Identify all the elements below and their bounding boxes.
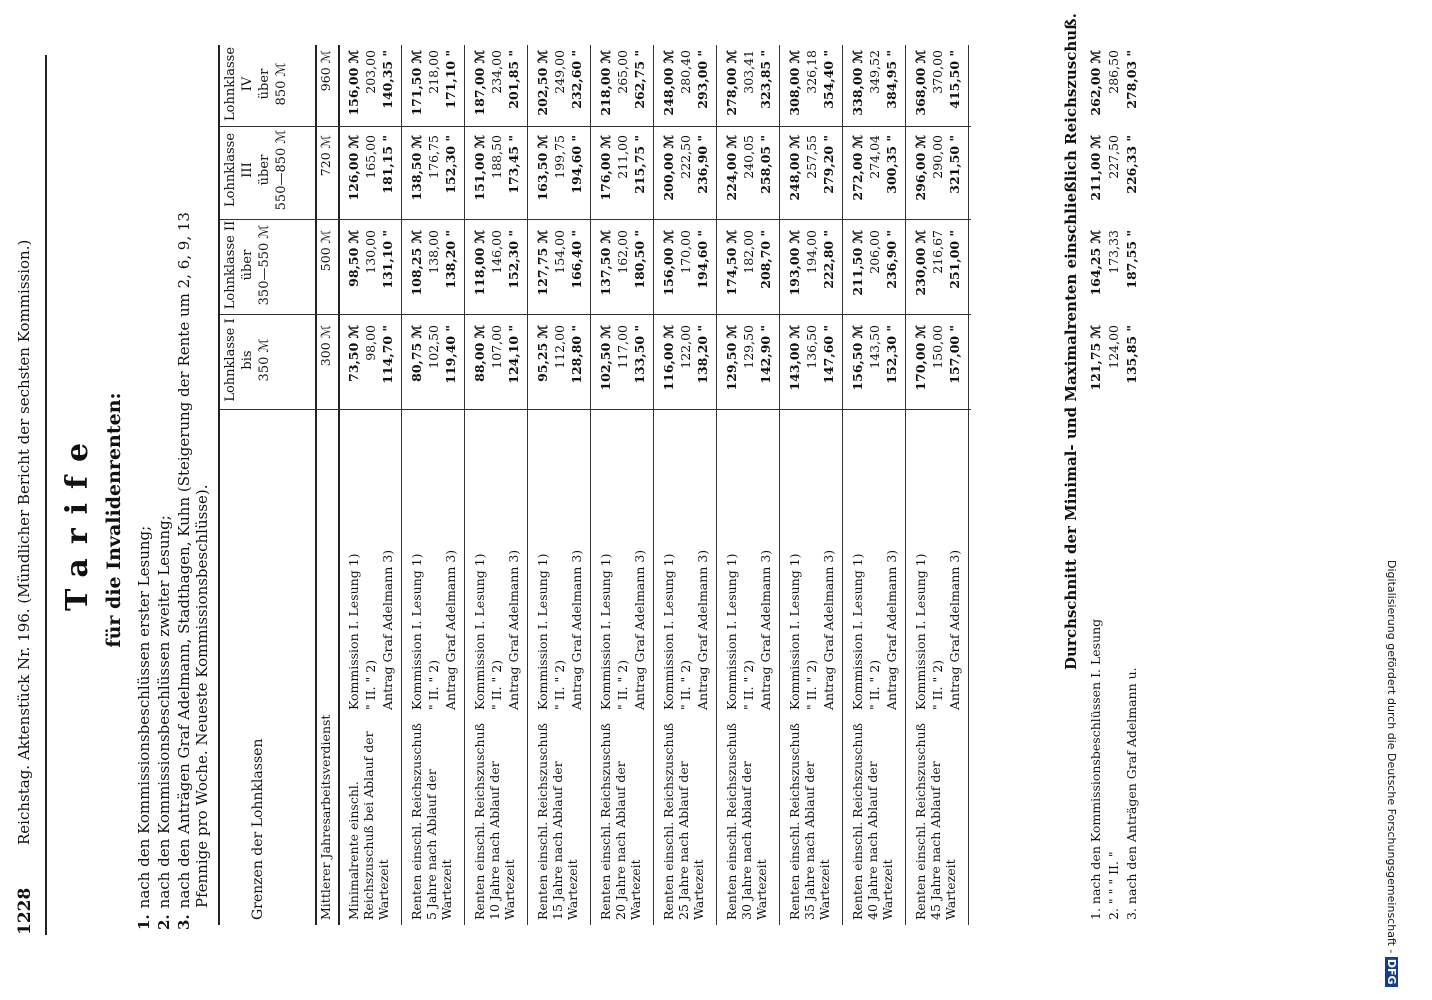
row-divider	[527, 45, 528, 925]
value-cell: 154,00	[552, 230, 567, 274]
value-cell: 222,80 "	[821, 230, 836, 289]
mittel-value: 720 ℳ	[318, 135, 333, 177]
value-cell: 251,00 "	[947, 230, 962, 289]
value-cell: 257,55	[804, 135, 819, 179]
value-cell: 152,30 "	[884, 325, 899, 384]
row-divider	[464, 45, 465, 925]
value-cell: 143,00 ℳ	[787, 325, 802, 391]
row-label: Renten einschl. Reichszuschuß 20 Jahre nach Ablauf der Wartezeit	[598, 723, 643, 920]
durchschnitt-block	[1088, 45, 1148, 925]
value-cell: 162,00	[615, 230, 630, 274]
durchschnitt-cell: 135,85 "	[1124, 325, 1139, 384]
durchschnitt-cell: 211,00 ℳ	[1088, 135, 1103, 201]
value-cell: 73,50 ℳ	[346, 325, 361, 382]
value-cell: 146,00	[489, 230, 504, 274]
value-cell: 326,18	[804, 50, 819, 94]
lohnklasse-header: Lohnklasse III über 550—850 ℳ	[223, 129, 289, 211]
value-cell: 216,67	[930, 230, 945, 274]
value-cell: 138,20 "	[695, 325, 710, 384]
value-cell: 133,50 "	[632, 325, 647, 384]
value-cell: 206,00	[867, 230, 882, 274]
value-cell: 98,00	[363, 325, 378, 361]
durchschnitt-title: Durchschnitt der Minimal- und Maximalrenten einschließlich Reichszuschuß.	[1062, 13, 1080, 670]
lohnklasse-header: Lohnklasse II über 350—550 ℳ	[223, 220, 272, 310]
value-cell: 274,04	[867, 135, 882, 179]
value-cell: 193,00 ℳ	[787, 230, 802, 296]
value-cell: 215,75 "	[632, 135, 647, 194]
variant-label: Kommission I. Lesung 1)	[787, 553, 802, 710]
value-cell: 296,00 ℳ	[913, 135, 928, 201]
variant-label: Kommission I. Lesung 1)	[598, 553, 613, 710]
value-cell: 218,00 ℳ	[598, 50, 613, 116]
variant-label: " II. " 2)	[804, 659, 819, 710]
mittel-value: 500 ℳ	[318, 230, 333, 272]
value-cell: 126,00 ℳ	[346, 135, 361, 201]
variant-item: 1.nach den Kommissionsbeschlüssen erster Lesung;	[135, 525, 153, 930]
value-cell: 117,00	[615, 325, 630, 369]
value-cell: 163,50 ℳ	[535, 135, 550, 201]
value-cell: 119,40 "	[443, 325, 458, 384]
value-cell: 200,00 ℳ	[661, 135, 676, 201]
column-divider	[313, 314, 971, 315]
value-cell: 323,85 "	[758, 50, 773, 109]
value-cell: 293,00 "	[695, 50, 710, 109]
mittel-value: 300 ℳ	[318, 325, 333, 367]
value-cell: 95,25 ℳ	[535, 325, 550, 382]
variant-label: " II. " 2)	[615, 659, 630, 710]
value-cell: 102,50 ℳ	[598, 325, 613, 391]
value-cell: 176,00 ℳ	[598, 135, 613, 201]
value-cell: 234,00	[489, 50, 504, 94]
row-label: Minimalrente einschl. Reichszuschuß bei Ablauf der Wartezeit	[346, 731, 391, 920]
variant-label: " II. " 2)	[867, 659, 882, 710]
value-cell: 321,50 "	[947, 135, 962, 194]
value-cell: 194,60 "	[695, 230, 710, 289]
row-divider	[779, 45, 780, 925]
value-cell: 230,00 ℳ	[913, 230, 928, 296]
value-cell: 157,00 "	[947, 325, 962, 384]
variant-label: " II. " 2)	[363, 659, 378, 710]
value-cell: 142,90 "	[758, 325, 773, 384]
lohnklasse-header: Lohnklasse IV über 850 ℳ	[223, 46, 289, 122]
variant-label: " II. " 2)	[930, 659, 945, 710]
value-cell: 112,00	[552, 325, 567, 369]
value-cell: 290,00	[930, 135, 945, 179]
value-cell: 88,00 ℳ	[472, 325, 487, 382]
value-cell: 201,85 "	[506, 50, 521, 109]
row-label: Renten einschl. Reichszuschuß 25 Jahre nach Ablauf der Wartezeit	[661, 723, 706, 920]
value-cell: 258,05 "	[758, 135, 773, 194]
value-cell: 171,10 "	[443, 50, 458, 109]
value-cell: 129,50	[741, 325, 756, 369]
value-cell: 181,15 "	[380, 135, 395, 194]
row-label: Renten einschl. Reichszuschuß 30 Jahre nach Ablauf der Wartezeit	[724, 723, 769, 920]
value-cell: 173,45 "	[506, 135, 521, 194]
value-cell: 130,00	[363, 230, 378, 274]
value-cell: 211,50 ℳ	[850, 230, 865, 296]
value-cell: 415,50 "	[947, 50, 962, 109]
durchschnitt-cell: 187,55 "	[1124, 230, 1139, 289]
value-cell: 166,40 "	[569, 230, 584, 289]
durchschnitt-cell: 278,03 "	[1124, 50, 1139, 109]
value-cell: 278,00 ℳ	[724, 50, 739, 116]
value-cell: 248,00 ℳ	[787, 135, 802, 201]
value-cell: 211,00	[615, 135, 630, 179]
value-cell: 272,00 ℳ	[850, 135, 865, 201]
durchschnitt-cell: 121,75 ℳ	[1088, 325, 1103, 391]
value-cell: 384,95 "	[884, 50, 899, 109]
row-label: Renten einschl. Reichszuschuß 15 Jahre nach Ablauf der Wartezeit	[535, 723, 580, 920]
value-cell: 203,00	[363, 50, 378, 94]
value-cell: 147,60 "	[821, 325, 836, 384]
page-number: 1228	[15, 887, 35, 935]
value-cell: 182,00	[741, 230, 756, 274]
value-cell: 140,35 "	[380, 50, 395, 109]
variant-label: " II. " 2)	[741, 659, 756, 710]
variant-label: Antrag Graf Adelmann 3)	[695, 549, 710, 710]
variant-label: Antrag Graf Adelmann 3)	[632, 549, 647, 710]
row-label: Renten einschl. Reichszuschuß 45 Jahre nach Ablauf der Wartezeit	[913, 723, 958, 920]
variant-label: " II. " 2)	[489, 659, 504, 710]
value-cell: 303,41	[741, 50, 756, 94]
variant-label: Antrag Graf Adelmann 3)	[947, 549, 962, 710]
variant-label: Antrag Graf Adelmann 3)	[821, 549, 836, 710]
durchschnitt-cell: 164,25 ℳ	[1088, 230, 1103, 296]
value-cell: 218,00	[426, 50, 441, 94]
value-cell: 131,10 "	[380, 230, 395, 289]
column-divider	[313, 409, 971, 410]
value-cell: 156,50 ℳ	[850, 325, 865, 391]
value-cell: 370,00	[930, 50, 945, 94]
value-cell: 124,10 "	[506, 325, 521, 384]
durchschnitt-variant: 1. nach den Kommissionsbeschlüssen I. Lesung	[1088, 618, 1103, 920]
value-cell: 222,50	[678, 135, 693, 179]
variant-item: 2.nach den Kommissionsbeschlüssen zweiter Lesung;	[155, 515, 173, 930]
durchschnitt-cell: 226,33 "	[1124, 135, 1139, 194]
value-cell: 80,75 ℳ	[409, 325, 424, 382]
value-cell: 137,50 ℳ	[598, 230, 613, 296]
value-cell: 180,50 "	[632, 230, 647, 289]
value-cell: 118,00 ℳ	[472, 230, 487, 296]
variant-label: Antrag Graf Adelmann 3)	[758, 549, 773, 710]
value-cell: 129,50 ℳ	[724, 325, 739, 391]
value-cell: 138,20 "	[443, 230, 458, 289]
variant-label: Kommission I. Lesung 1)	[661, 553, 676, 710]
value-cell: 249,00	[552, 50, 567, 94]
value-cell: 107,00	[489, 325, 504, 369]
running-title: Reichstag. Aktenstück Nr. 196. (Mündlicher Bericht der sechsten Kommission.)	[15, 239, 33, 845]
value-cell: 102,50	[426, 325, 441, 369]
value-cell: 199,75	[552, 135, 567, 179]
value-cell: 138,00	[426, 230, 441, 274]
durchschnitt-cell: 124,00	[1106, 325, 1121, 369]
variant-item: 3.nach den Anträgen Graf Adelmann, Stadthagen, Kuhn (Steigerung der Rente um 2, 6, 9, 13	[175, 212, 193, 930]
digitization-note: Digitalisierung gefördert durch die Deutsche Forschungsgemeinschaft -	[1385, 560, 1398, 954]
value-cell: 122,00	[678, 325, 693, 369]
durchschnitt-variant: 2. " " " II. "	[1106, 851, 1121, 920]
row-divider	[716, 45, 717, 925]
value-cell: 170,00 ℳ	[913, 325, 928, 391]
variant-label: Kommission I. Lesung 1)	[535, 553, 550, 710]
row-divider	[968, 45, 969, 925]
variant-label: Kommission I. Lesung 1)	[472, 553, 487, 710]
value-cell: 176,75	[426, 135, 441, 179]
value-cell: 232,60 "	[569, 50, 584, 109]
value-cell: 236,90 "	[884, 230, 899, 289]
durchschnitt-cell: 173,33	[1106, 230, 1121, 274]
value-cell: 152,30 "	[443, 135, 458, 194]
value-cell: 114,70 "	[380, 325, 395, 384]
variant-label: " II. " 2)	[552, 659, 567, 710]
row-label: Renten einschl. Reichszuschuß 35 Jahre nach Ablauf der Wartezeit	[787, 723, 832, 920]
value-cell: 116,00 ℳ	[661, 325, 676, 391]
variant-item: Pfennige pro Woche. Neueste Kommissionsbeschlüsse).	[193, 484, 211, 908]
value-cell: 138,50 ℳ	[409, 135, 424, 201]
value-cell: 143,50	[867, 325, 882, 369]
row-divider	[590, 45, 591, 925]
row-label: Renten einschl. Reichszuschuß 40 Jahre nach Ablauf der Wartezeit	[850, 723, 895, 920]
mittel-value: 960 ℳ	[318, 50, 333, 92]
variant-label: Antrag Graf Adelmann 3)	[443, 549, 458, 710]
value-cell: 188,50	[489, 135, 504, 179]
value-cell: 136,50	[804, 325, 819, 369]
row-divider	[653, 45, 654, 925]
durchschnitt-cell: 262,00 ℳ	[1088, 50, 1103, 116]
value-cell: 354,40 "	[821, 50, 836, 109]
value-cell: 368,00 ℳ	[913, 50, 928, 116]
mittlerer-label: Mittlerer Jahresarbeitsverdienst	[318, 714, 333, 920]
value-cell: 171,50 ℳ	[409, 50, 424, 116]
grenzen-label: Grenzen der Lohnklassen	[250, 738, 266, 920]
value-cell: 98,50 ℳ	[346, 230, 361, 287]
dfg-logo: DFG	[1385, 958, 1398, 985]
value-cell: 174,50 ℳ	[724, 230, 739, 296]
value-cell: 128,80 "	[569, 325, 584, 384]
durchschnitt-variant: 3. nach den Anträgen Graf Adelmann u.	[1124, 667, 1139, 920]
variant-label: " II. " 2)	[678, 659, 693, 710]
column-divider	[313, 219, 971, 220]
variant-label: Kommission I. Lesung 1)	[346, 553, 361, 710]
value-cell: 279,20 "	[821, 135, 836, 194]
value-cell: 127,75 ℳ	[535, 230, 550, 296]
variant-label: Antrag Graf Adelmann 3)	[380, 549, 395, 710]
value-cell: 240,05	[741, 135, 756, 179]
value-cell: 156,00 ℳ	[661, 230, 676, 296]
variant-label: Kommission I. Lesung 1)	[913, 553, 928, 710]
value-cell: 170,00	[678, 230, 693, 274]
column-divider	[313, 126, 971, 127]
value-cell: 108,25 ℳ	[409, 230, 424, 296]
document-subtitle: für die Invalidenrenten:	[103, 392, 125, 648]
value-cell: 151,00 ℳ	[472, 135, 487, 201]
row-label: Renten einschl. Reichszuschuß 5 Jahre nach Ablauf der Wartezeit	[409, 723, 454, 920]
lohnklasse-header: Lohnklasse I bis 350 ℳ	[223, 318, 272, 402]
value-cell: 150,00	[930, 325, 945, 369]
value-cell: 308,00 ℳ	[787, 50, 802, 116]
value-cell: 300,35 "	[884, 135, 899, 194]
variant-label: Kommission I. Lesung 1)	[724, 553, 739, 710]
durchschnitt-cell: 227,50	[1106, 135, 1121, 179]
variant-label: " II. " 2)	[426, 659, 441, 710]
value-cell: 224,00 ℳ	[724, 135, 739, 201]
row-divider	[905, 45, 906, 925]
header-rule	[45, 55, 47, 935]
variant-label: Kommission I. Lesung 1)	[409, 553, 424, 710]
value-cell: 265,00	[615, 50, 630, 94]
page-header	[5, 55, 45, 935]
value-cell: 248,00 ℳ	[661, 50, 676, 116]
value-cell: 338,00 ℳ	[850, 50, 865, 116]
value-cell: 152,30 "	[506, 230, 521, 289]
document-title: Tarife	[60, 428, 95, 612]
variant-label: Antrag Graf Adelmann 3)	[569, 549, 584, 710]
value-cell: 280,40	[678, 50, 693, 94]
value-cell: 236,90 "	[695, 135, 710, 194]
value-cell: 202,50 ℳ	[535, 50, 550, 116]
value-cell: 165,00	[363, 135, 378, 179]
value-cell: 262,75 "	[632, 50, 647, 109]
variant-label: Antrag Graf Adelmann 3)	[506, 549, 521, 710]
value-cell: 194,00	[804, 230, 819, 274]
durchschnitt-cell: 286,50	[1106, 50, 1121, 94]
row-label: Renten einschl. Reichszuschuß 10 Jahre nach Ablauf der Wartezeit	[472, 723, 517, 920]
variant-label: Antrag Graf Adelmann 3)	[884, 549, 899, 710]
row-divider	[401, 45, 402, 925]
value-cell: 194,60 "	[569, 135, 584, 194]
row-divider	[842, 45, 843, 925]
table-header	[218, 45, 317, 925]
value-cell: 156,00 ℳ	[346, 50, 361, 116]
value-cell: 349,52	[867, 50, 882, 94]
variant-label: Kommission I. Lesung 1)	[850, 553, 865, 710]
value-cell: 208,70 "	[758, 230, 773, 289]
value-cell: 187,00 ℳ	[472, 50, 487, 116]
